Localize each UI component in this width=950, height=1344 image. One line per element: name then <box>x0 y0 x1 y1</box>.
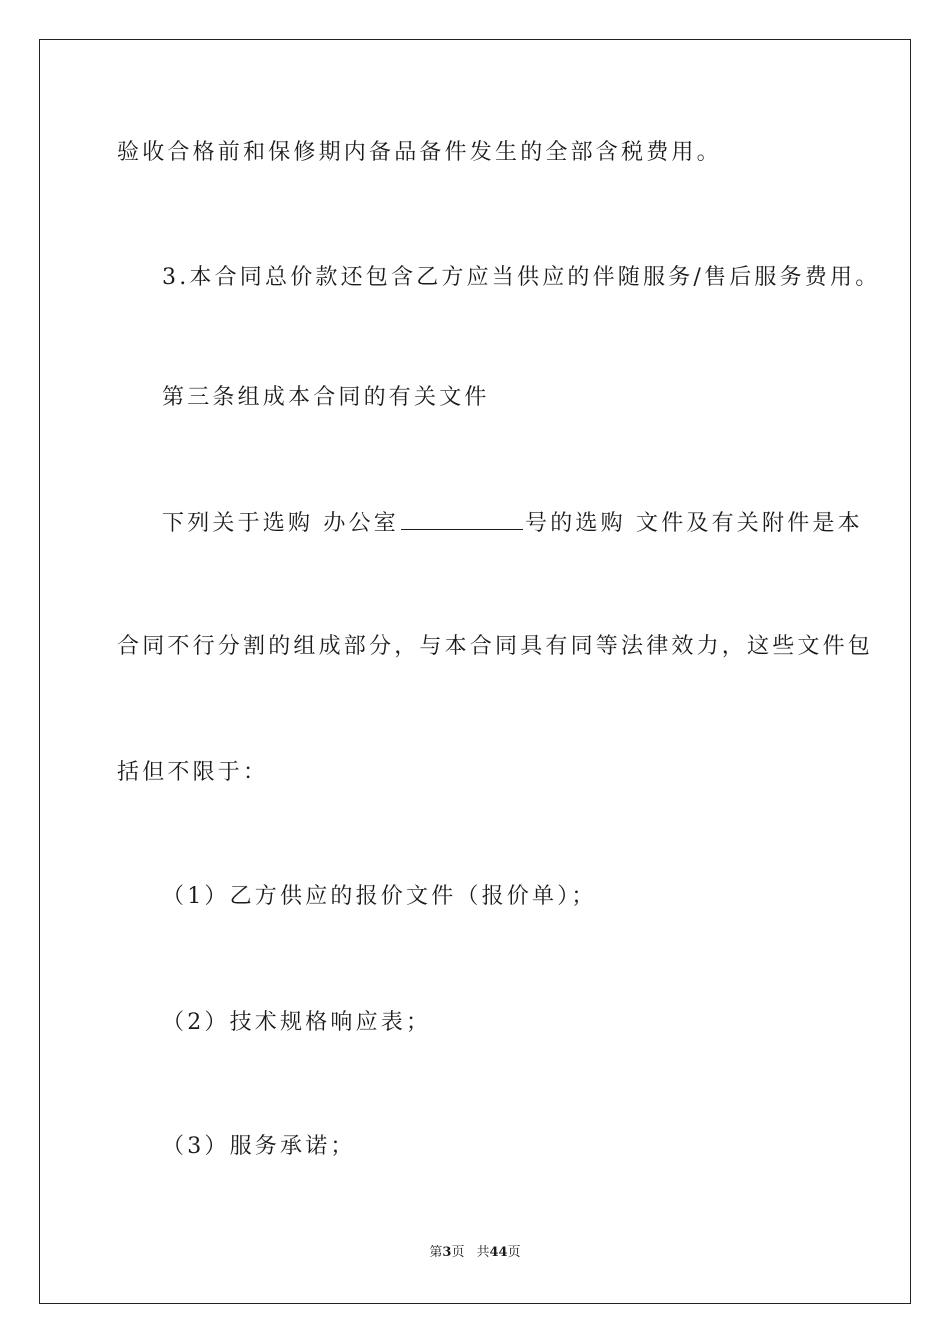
footer-total-number: 44 <box>489 1245 508 1260</box>
text-line-5: 合同不行分割的组成部分，与本合同具有同等法律效力，这些文件包 <box>117 634 874 659</box>
list-item-2: （2）技术规格响应表； <box>162 1010 432 1035</box>
section-heading: 第三条组成本合同的有关文件 <box>162 385 490 410</box>
text-line-6: 括但不限于： <box>117 760 269 785</box>
fill-in-blank <box>401 511 523 530</box>
text-line-2: 3.本合同总价款还包含乙方应当供应的伴随服务/售后服务费用。 <box>162 265 881 290</box>
text-line-4-end: 号的选购 文件及有关附件是本 <box>525 511 863 536</box>
text-line-4-start: 下列关于选购 办公室 <box>162 511 399 536</box>
list-item-1: （1）乙方供应的报价文件（报价单）； <box>162 884 597 909</box>
page-footer <box>0 1245 950 1261</box>
footer-page-prefix: 第 <box>429 1245 443 1260</box>
page-border <box>39 39 911 1304</box>
list-item-3: （3）服务承诺； <box>162 1134 356 1159</box>
footer-total-suffix: 页 <box>507 1245 521 1260</box>
footer-page-number: 3 <box>442 1245 452 1260</box>
text-line-4 <box>162 511 863 537</box>
footer-total-prefix: 共 <box>476 1245 490 1260</box>
text-line-1: 验收合格前和保修期内备品备件发生的全部含税费用。 <box>117 140 722 165</box>
footer-page-suffix: 页 <box>451 1245 465 1260</box>
